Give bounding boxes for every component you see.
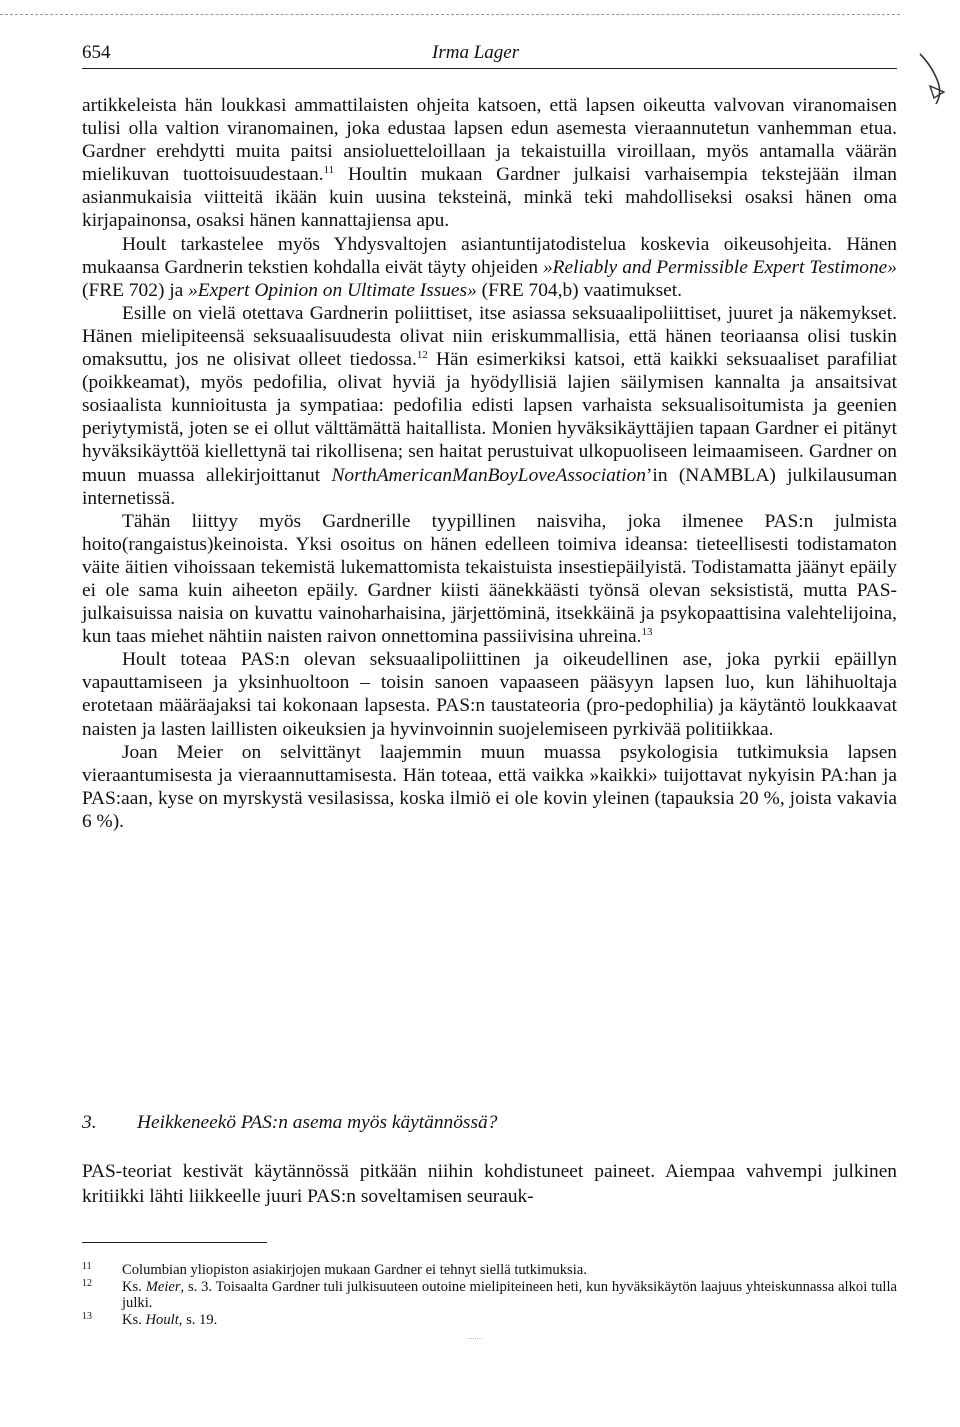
footnote-ref-11: 11 bbox=[323, 164, 335, 177]
footnote-11 bbox=[82, 1262, 897, 1279]
paragraph-6: Joan Meier on selvittänyt laajemmin muun muassa psykologisia tutkimuksia lapsen vieraantumisesta ja vieraannuttamisesta. Hän toteaa, että vaikka »kaikki» tuijottavat nykyisin PA:han ja PAS:aan, kyse on myrskystä vesilasissa, koska ilmiö ei ole kovin yleinen (tapauksia 20 %, joista vakavia 6 %). bbox=[82, 741, 897, 832]
section-heading bbox=[82, 1112, 897, 1134]
footnote-text-rest: , s. 3. Toisaalta Gardner tuli julkisuuteen outoine mielipiteineen heti, kun hyväksikäytön laajuus yhteiskunnassa alkoi tulla julki. bbox=[122, 1278, 898, 1311]
organization-name: NorthAmericanManBoyLoveAssociation bbox=[331, 464, 646, 486]
footnote-text: Ks. bbox=[122, 1278, 146, 1295]
section-title: Heikkeneekö PAS:n asema myös käytännössä? bbox=[137, 1112, 498, 1133]
body-text bbox=[82, 94, 897, 833]
paragraph-2-part-c: (FRE 704,b) vaatimukset. bbox=[476, 279, 682, 301]
reference-reliable-testimony: »Reliably and Permissible Expert Testimone» bbox=[542, 256, 897, 278]
paragraph-4-part-a: Tähän liittyy myös Gardnerille tyypillinen naisviha, joka ilmenee PAS:n julmista hoito(rangaistus)keinoista. Yksi osoitus on hänen edelleen toimiva ideansa: tieteellisesti todistamaton väite äitien vihoissaan tekemistä lukemattomista tekaistuista insestiepäilyistä. Todistamatta jäänyt epäily ei ole sama kuin aiheeton epäily. Gardner kiisti äänekkäästi työnsä olevan seksististä, mutta PAS-julkaisuissa naisia on kuvattu vainoharhaisina, järjettöminä, itsekkäinä ja psykopaattisina valehtelijoina, kun taas miehet nähtiin naisten raivon onnettomina passiivisina uhreina. bbox=[82, 510, 897, 648]
footnote-13 bbox=[82, 1312, 897, 1329]
footnote-ref-12: 12 bbox=[416, 349, 428, 362]
footnote-text: Ks. bbox=[122, 1311, 146, 1328]
footnote-number: 12 bbox=[82, 1277, 92, 1289]
paragraph-1 bbox=[82, 94, 897, 233]
paragraph-2-part-b: (FRE 702) ja bbox=[82, 279, 189, 301]
reference-expert-opinion: »Expert Opinion on Ultimate Issues» bbox=[188, 279, 477, 301]
paragraph-3-part-a: Esille on vielä otettava Gardnerin poliittiset, itse asiassa seksuaalipoliittiset, juuret ja näkemykset. Hänen mielipiteensä seksuaalisuudesta olivat niin eriskummallisia, että hänen teoriaansa olisi tuskin omaksuttu, jos ne olisivat olleet tiedossa. bbox=[82, 302, 897, 371]
footnote-text-rest: , s. 19. bbox=[178, 1311, 218, 1328]
paragraph-2-part-a: Hoult tarkastelee myös Yhdysvaltojen asiantuntijatodistelua koskevia oikeusohjeita. Hänen mukaansa Gardnerin tekstien kohdalla eivät täyty ohjeiden bbox=[82, 233, 897, 278]
footnote-rule bbox=[82, 1242, 267, 1243]
paragraph-1-part-b: Houltin mukaan Gardner julkaisi varhaisempia tekstejään ilman asianmukaisia viitteitä ikään kuin uusina teksteinä, minkä teki mahdolliseksi osaksi hänen oma kirjapainonsa, osaksi hänen kannattajiensa apu. bbox=[82, 164, 897, 232]
paragraph-4 bbox=[82, 510, 897, 649]
footnote-cited-author: Meier bbox=[145, 1278, 181, 1295]
footnote-number: 13 bbox=[82, 1310, 92, 1322]
paragraph-1-part-a: artikkeleista hän loukkasi ammattilaisten ohjeita katsoen, että lapsen oikeutta valvovan viranomaisen tulisi olla valtion viranomainen, joka edustaa lapsen edun asemesta vieraannutetun vanhemman etua. Gardner erehdytti muita paitsi ansioluetteloillaan ja tekaistuilla viroillaan, myös antamalla väärän mielikuvan tuottoisuudestaan. bbox=[82, 95, 897, 186]
section-paragraph: PAS-teoriat kestivät käytännössä pitkään niihin kohdistuneet paineet. Aiempaa vahvempi julkinen kritiikki lähti liikkeelle juuri PAS:n soveltamisen seurauk- bbox=[82, 1161, 897, 1207]
footnote-cited-author: Hoult bbox=[145, 1311, 179, 1328]
footnote-ref-13: 13 bbox=[641, 626, 653, 639]
paragraph-2 bbox=[82, 233, 897, 302]
header-rule bbox=[82, 68, 897, 69]
footnotes bbox=[82, 1262, 897, 1328]
section-text bbox=[82, 1160, 897, 1209]
paragraph-3-part-c: ’in (NAMBLA) julkilausuman internetissä. bbox=[82, 464, 898, 509]
footnote-text: Columbian yliopiston asiakirjojen mukaan Gardner ei tehnyt siellä tutkimuksia. bbox=[122, 1262, 587, 1278]
paragraph-3-part-b: Hän esimerkiksi katsoi, että kaikki seksuaaliset parafiliat (poikkeamat), myös pedofilia, olivat hyviä ja hyödyllisiä lajien säilymisen kannalta ja ansaitsivat sosiaalista kunnioitusta ja sympatiaa: pedofilia edisti lapsen varhaista seksualisoitumista ja geenien periytymistä, joten se ei ollut välttämättä haitallista. Monien hyväksikäyttäjien tapaan Gardner ei pitänyt hyväksikäyttöä kiellettynä tai rikollisena; sen haitat perustuivat ulkopuoliseen leimaamiseen. Gardner on muun muassa allekirjoittanut bbox=[82, 349, 897, 486]
footnote-12 bbox=[82, 1279, 897, 1312]
paragraph-5: Hoult toteaa PAS:n olevan seksuaalipoliittinen ja oikeudellinen ase, joka pyrkii epäillyn vapauttamiseen ja yksinhuoltoon – toisin sanoen vapaaseen pääsyyn lapsen luo, kun lähihuoltaja erotetaan määräajaksi tai kokonaan lapsesta. PAS:n taustateoria (pro-pedophilia) ja käytäntö loukkaavat naisten ja lasten laillisten oikeuksien ja hyvinvoinnin suojelemiseen pyrkivää politiikkaa. bbox=[82, 649, 897, 740]
footnote-number: 11 bbox=[82, 1261, 92, 1272]
section-number: 3. bbox=[82, 1112, 97, 1133]
scan-edge-line bbox=[0, 14, 900, 15]
paragraph-3 bbox=[82, 302, 897, 510]
running-head: Irma Lager bbox=[432, 42, 520, 63]
scan-smudge bbox=[468, 1338, 482, 1345]
handwritten-corner-mark-icon bbox=[918, 52, 948, 108]
page-number: 654 bbox=[82, 42, 111, 63]
